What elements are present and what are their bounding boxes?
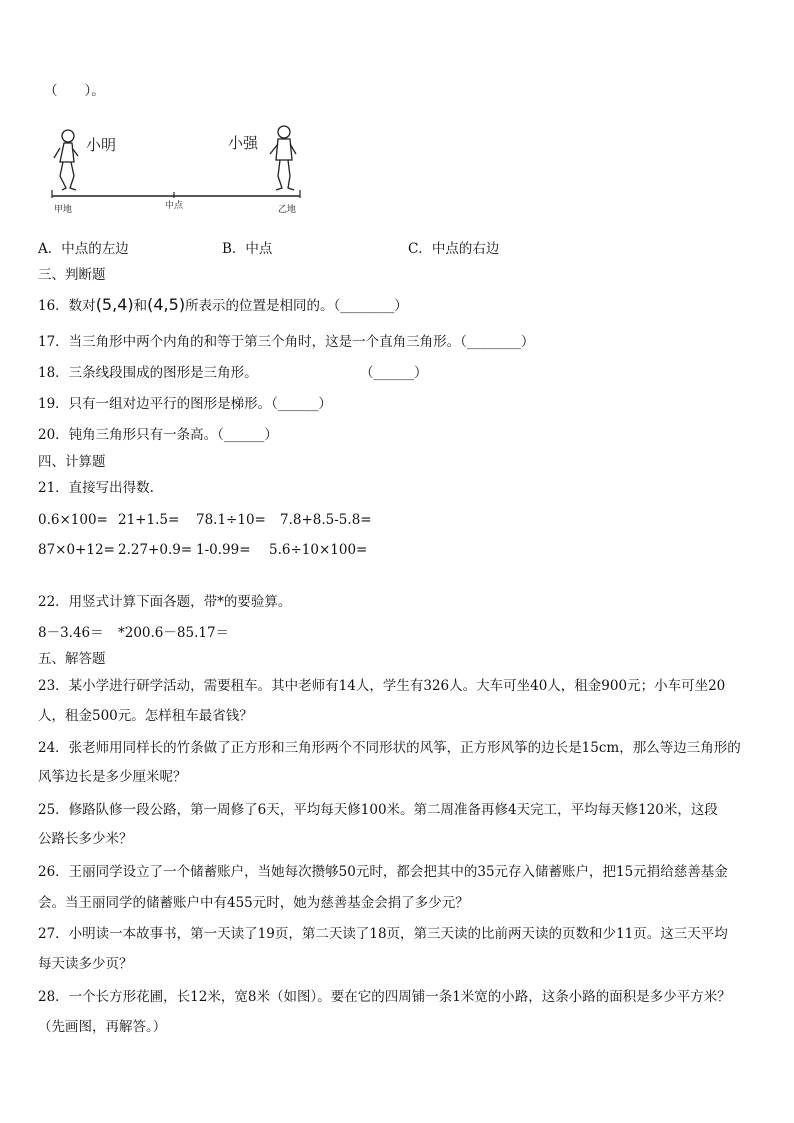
- label-xiaoming: 小明: [86, 136, 117, 154]
- q15-answer-blank: （ ）。: [44, 83, 105, 99]
- q22-row: 8－3.46＝ *200.6－85.17＝: [38, 625, 230, 641]
- question-23-line-2: 人，租金500元。怎样租车最省钱？: [38, 708, 253, 724]
- question-26-line-1: 26．王丽同学设立了一个储蓄账户，当她每次攒够50元时，都会把其中的35元存入储蓄账户，把15元捐给慈善基金: [38, 864, 728, 880]
- section-heading-judgement: 三、判断题: [38, 267, 106, 283]
- q21-row-1: 0.6×100= 21+1.5= 78.1÷10= 7.8+8.5-5.8=: [38, 512, 372, 528]
- section-heading-calculation: 四、计算题: [38, 454, 106, 470]
- coordinate-pair-2: (4,5): [147, 295, 186, 314]
- question-18: 18．三条线段围成的图形是三角形。 （______）: [38, 365, 428, 381]
- question-26-line-2: 会。当王丽同学的储蓄账户中有455元时，她为慈善基金会捐了多少元？: [38, 895, 469, 911]
- question-19: 19．只有一组对边平行的图形是梯形。（______）: [38, 396, 332, 412]
- coordinate-pair-1: (5,4): [95, 295, 134, 314]
- question-16: 16．数对(5,4)和(4,5)所表示的位置是相同的。（________）: [38, 295, 408, 314]
- section-heading-word-problems: 五、解答题: [38, 651, 106, 667]
- question-22: 22．用竖式计算下面各题，带*的要验算。: [38, 594, 292, 610]
- question-24-line-2: 风筝边长是多少厘米呢？: [38, 769, 187, 785]
- question-27-line-1: 27．小明读一本故事书，第一天读了19页，第二天读了18页，第三天读的比前两天读的页数和少11页。这三天平均: [38, 926, 728, 942]
- question-25-line-2: 公路长多少米？: [38, 831, 133, 847]
- question-28-line-2: （先画图，再解答。）: [38, 1019, 167, 1035]
- label-point-b: 乙地: [278, 205, 297, 215]
- question-27-line-2: 每天读多少页？: [38, 956, 133, 972]
- label-xiaoqiang: 小强: [228, 134, 259, 152]
- question-17: 17．当三角形中两个内角的和等于第三个角时，这是一个直角三角形。（________）: [38, 334, 535, 350]
- q15-option-b: B．中点: [222, 241, 273, 257]
- q21-row-2: 87×0+12= 2.27+0.9= 1-0.99= 5.6÷10×100=: [38, 542, 368, 558]
- q15-option-c: C．中点的右边: [408, 241, 500, 257]
- walking-figure-drawing: [38, 118, 308, 218]
- question-20: 20．钝角三角形只有一条高。（______）: [38, 427, 278, 443]
- question-18-blank: （______）: [360, 365, 428, 381]
- question-21: 21．直接写出得数.: [38, 480, 154, 496]
- label-point-a: 甲地: [54, 205, 73, 215]
- q15-option-a: A．中点的左边: [38, 241, 129, 257]
- question-25-line-1: 25．修路队修一段公路，第一周修了6天，平均每天修100米。第二周准备再修4天完工，平均每天修120米，这段: [38, 802, 718, 818]
- question-24-line-1: 24．张老师用同样长的竹条做了正方形和三角形两个不同形状的风筝，正方形风筝的边长是15cm，那么等边三角形的: [38, 740, 741, 756]
- walking-figure: [38, 118, 308, 218]
- person-xiaoqiang-icon: [270, 126, 296, 190]
- question-28-line-1: 28．一个长方形花圃，长12米，宽8米（如图）。要在它的四周铺一条1米宽的小路，这条小路的面积是多少平方米？: [38, 989, 731, 1005]
- label-midpoint: 中点: [165, 201, 184, 211]
- person-xiaoming-icon: [54, 130, 78, 190]
- question-23-line-1: 23．某小学进行研学活动，需要租车。其中老师有14人，学生有326人。大车可坐40人，租金900元；小车可坐20: [38, 678, 726, 694]
